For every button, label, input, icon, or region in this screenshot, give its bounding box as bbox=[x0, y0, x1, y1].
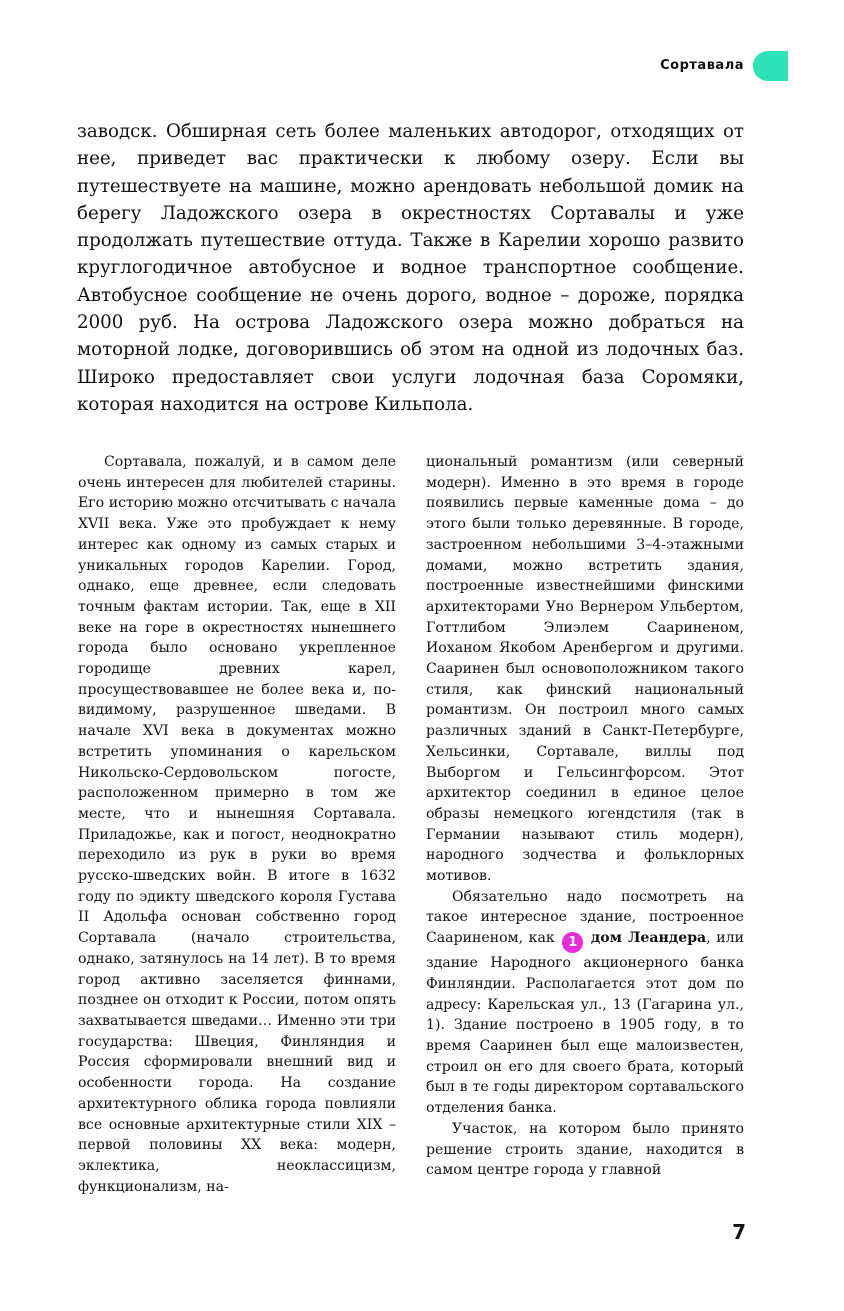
right-paragraph-3: Участок, на котором было принято решение строить здание, находится в самом центре города у главной bbox=[426, 1120, 744, 1179]
intro-paragraph: заводск. Обширная сеть более маленьких автодорог, отходящих от нее, приведет вас практически к любому озеру. Если вы путешествуете на машине, можно арендовать небольшой домик на берегу Ладожского озера в окрестностях Сортавалы и уже продолжать путешествие оттуда. Также в Карелии хорошо развито круглогодичное автобусное и водное транспортное сообщение. Автобусное сообщение не очень дорого, водное – дороже, порядка 2000 руб. На острова Ладожского озера можно добраться на моторной лодке, договорившись об этом на одной из лодочных баз. Широко предоставляет свои услуги лодочная база Соромяки, которая находится на острове Кильпола. bbox=[77, 121, 744, 415]
right-paragraph-2 bbox=[426, 887, 744, 1119]
right-paragraph-1: циональный романтизм (или северный модерн). Именно в это время в городе появились первые каменные дома – до этого были только деревянные. В городе, застроенном небольшими 3–4-этажными домами, можно встретить здания, построенные известнейшими финскими архитекторами Уно Вернером Ульбертом, Готтлибом Элиэлем Саариненом, Иоханом Якобом Аренбергом и другими. Сааринен был основоположником такого стиля, как финский национальный романтизм. Он построил много самых различных зданий в Санкт-Петербурге, Хельсинки, Сортавале, виллы под Выборгом и Гельсингфорсом. Этот архитектор соединил в единое целое образы немецкого югендстиля (так в Германии называют стиль модерн), народного зодчества и фольклорных мотивов. bbox=[426, 454, 744, 885]
paragraph-2-rest: , или здание Народного акционерного банка Финляндии. Располагается этот дом по адресу: Карельская ул., 13 (Гагарина ул., 1). Здание построено в 1905 году, в то время Сааринен был еще малоизвестен, строил он его для своего брата, который был в те годы директором сортавальского отделения банка. bbox=[426, 930, 745, 1117]
two-column-body bbox=[78, 452, 744, 1197]
intro-text-block bbox=[77, 118, 744, 418]
right-column bbox=[426, 452, 744, 1197]
location-marker-1: 1 bbox=[562, 932, 583, 953]
page-number: 7 bbox=[732, 1220, 746, 1244]
chapter-tab-icon bbox=[750, 49, 788, 83]
paragraph-2-lead: Обязательно надо посмотреть на такое интересное здание, построенное Саариненом, как bbox=[426, 888, 744, 947]
left-column bbox=[78, 452, 396, 1197]
header-title: Сортавала bbox=[660, 58, 744, 73]
leander-house-name: дом Леандера bbox=[590, 930, 707, 947]
running-header bbox=[660, 58, 744, 73]
left-paragraph-1: Сортавала, пожалуй, и в самом деле очень интересен для любителей старины. Его историю можно отсчитывать с начала XVII века. Уже это пробуждает к нему интерес как одному из самых старых и уникальных городов Карелии. Город, однако, еще древнее, если следовать точным фактам истории. Так, еще в XII веке на горе в окрестностях нынешнего города было основано укрепленное городище древних карел, просуществовавшее не более века и, по-видимому, разрушенное шведами. В начале XVI века в документах можно встретить упоминания о карельском Никольско-Сердовольском погосте, расположенном примерно в том же месте, что и нынешняя Сортавала. Приладожье, как и погост, неоднократно переходило из рук в руки во время русско-шведских войн. В итоге в 1632 году по эдикту шведского короля Густава II Адольфа основан собственно город Сортавала (начало строительства, однако, затянулось на 14 лет). В то время город активно заселяется финнами, позднее он отходит к России, потом опять захватывается шведами… Именно эти три государства: Швеция, Финляндия и Россия сформировали внешний вид и особенности города. На создание архитектурного облика города повлияли все основные архитектурные стили XIX – первой половины XX века: модерн, эклектика, неоклассицизм, функционализм, на- bbox=[78, 454, 396, 1195]
